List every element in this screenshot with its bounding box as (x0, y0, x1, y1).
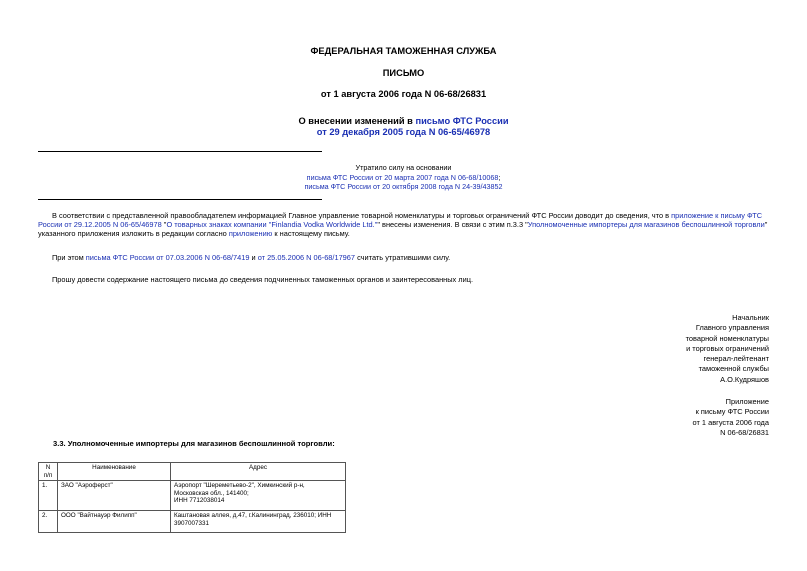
header-number-b: п/п (43, 471, 53, 479)
table-header-row (39, 463, 346, 481)
cell-name: ЗАО "Аэроферст" (58, 481, 171, 511)
signature-line: товарной номенклатуры (685, 333, 769, 343)
status-link-2008[interactable]: письма ФТС России от 20 октября 2008 года N 24-39/43852 (304, 182, 503, 191)
address-line: 3907007331 (174, 519, 210, 527)
appendix-line: N 06-68/26831 (720, 427, 769, 437)
signature-line: генерал-лейтенант (703, 354, 769, 364)
signature-line: Главного управления (695, 323, 769, 333)
p1-text-b: " (161, 220, 167, 230)
signature-line: таможенной службы (698, 364, 769, 374)
title-link-date[interactable]: от 29 декабря 2005 года N 06-65/46978 (316, 127, 491, 137)
address-line: ИНН 7712038014 (174, 497, 225, 505)
p2-link-may[interactable]: от 25.05.2006 N 06-68/17967 (257, 253, 356, 262)
p2-text-b: и (249, 253, 258, 262)
p1-link-attachment[interactable]: приложению (228, 229, 273, 239)
cell-address (171, 511, 346, 533)
appendix-line: Приложение (725, 397, 769, 406)
p2-text-a: При этом (52, 253, 86, 262)
cell-name: ООО "Вайтнауэр Филипп" (58, 511, 171, 533)
cell-number: 2. (39, 511, 58, 533)
p1-link-trademarks[interactable]: О товарных знаках компании "Finlandia Vodka Worldwide Ltd." (166, 220, 378, 230)
header-number-a: N (45, 464, 51, 471)
paragraph-1 (38, 211, 772, 239)
document-type: ПИСЬМО (382, 68, 425, 78)
cell-address (171, 481, 346, 511)
address-line: Аэропорт "Шереметьево-2", Химкинский р-н, (174, 482, 305, 490)
paragraph-3: Прошу довести содержание настоящего письма до сведения подчиненных таможенных органов и заинтересованных лиц. (52, 275, 474, 284)
signature-line: и торговых ограничений (686, 343, 769, 353)
status-label: Утратило силу на основании (355, 163, 452, 172)
table-row (39, 511, 346, 533)
document-date-number: от 1 августа 2006 года N 06-68/26831 (320, 89, 487, 99)
appendix-line: от 1 августа 2006 года (692, 417, 769, 427)
p2-link-march[interactable]: письма ФТС России от 07.03.2006 N 06-68/7419 (85, 253, 250, 262)
header-number (39, 463, 58, 481)
p1-text-e: к настоящему письму. (272, 229, 350, 239)
divider-bottom (38, 199, 322, 200)
p1-link-importers[interactable]: Уполномоченные импортеры для магазинов беспошлинной торговли (527, 220, 765, 230)
p2-text-c: считать утратившими силу. (355, 253, 451, 262)
address-line: Московская обл., 141400; (174, 489, 249, 497)
signature-block (686, 313, 769, 385)
signature-line: А.О.Кудряшов (720, 374, 769, 384)
appendix-line: к письму ФТС России (695, 407, 769, 417)
signature-line: Начальник (732, 313, 769, 322)
table-row (39, 481, 346, 511)
p1-link-appendix[interactable]: приложение к письму ФТС России от 29.12.2005 N 06-65/46978 (38, 211, 763, 230)
document-title (0, 116, 807, 138)
status-separator: ; (498, 172, 501, 182)
paragraph-2 (38, 253, 772, 262)
title-link-letter[interactable]: письмо ФТС России (415, 116, 509, 126)
p1-text-c: " внесены изменения. В связи с этим п.3.3 " (377, 220, 528, 230)
status-note (0, 163, 807, 192)
appendix-reference (693, 397, 769, 438)
header-address: Адрес (171, 463, 346, 481)
divider-top (38, 151, 322, 152)
section-title: 3.3. Уполномоченные импортеры для магазинов беспошлинной торговли: (53, 439, 335, 448)
status-link-2007[interactable]: письма ФТС России от 20 марта 2007 года N 06-68/10068 (306, 172, 499, 182)
header-name: Наименование (58, 463, 171, 481)
importers-table (38, 462, 346, 533)
address-line: Каштановая аллея, д.47, г.Калининград, 236010; ИНН (174, 512, 332, 520)
cell-number: 1. (39, 481, 58, 511)
agency-name: ФЕДЕРАЛЬНАЯ ТАМОЖЕННАЯ СЛУЖБА (310, 46, 497, 56)
title-prefix: О внесении изменений в (298, 116, 416, 126)
p1-text-a: В соответствии с представленной правообладателем информацией Главное управление товарной номенклатуры и торговых ограничений ФТС России доводит до сведения, что в (52, 211, 672, 220)
p1-text-d: " указанного приложения изложить в редакции согласно (38, 220, 768, 239)
